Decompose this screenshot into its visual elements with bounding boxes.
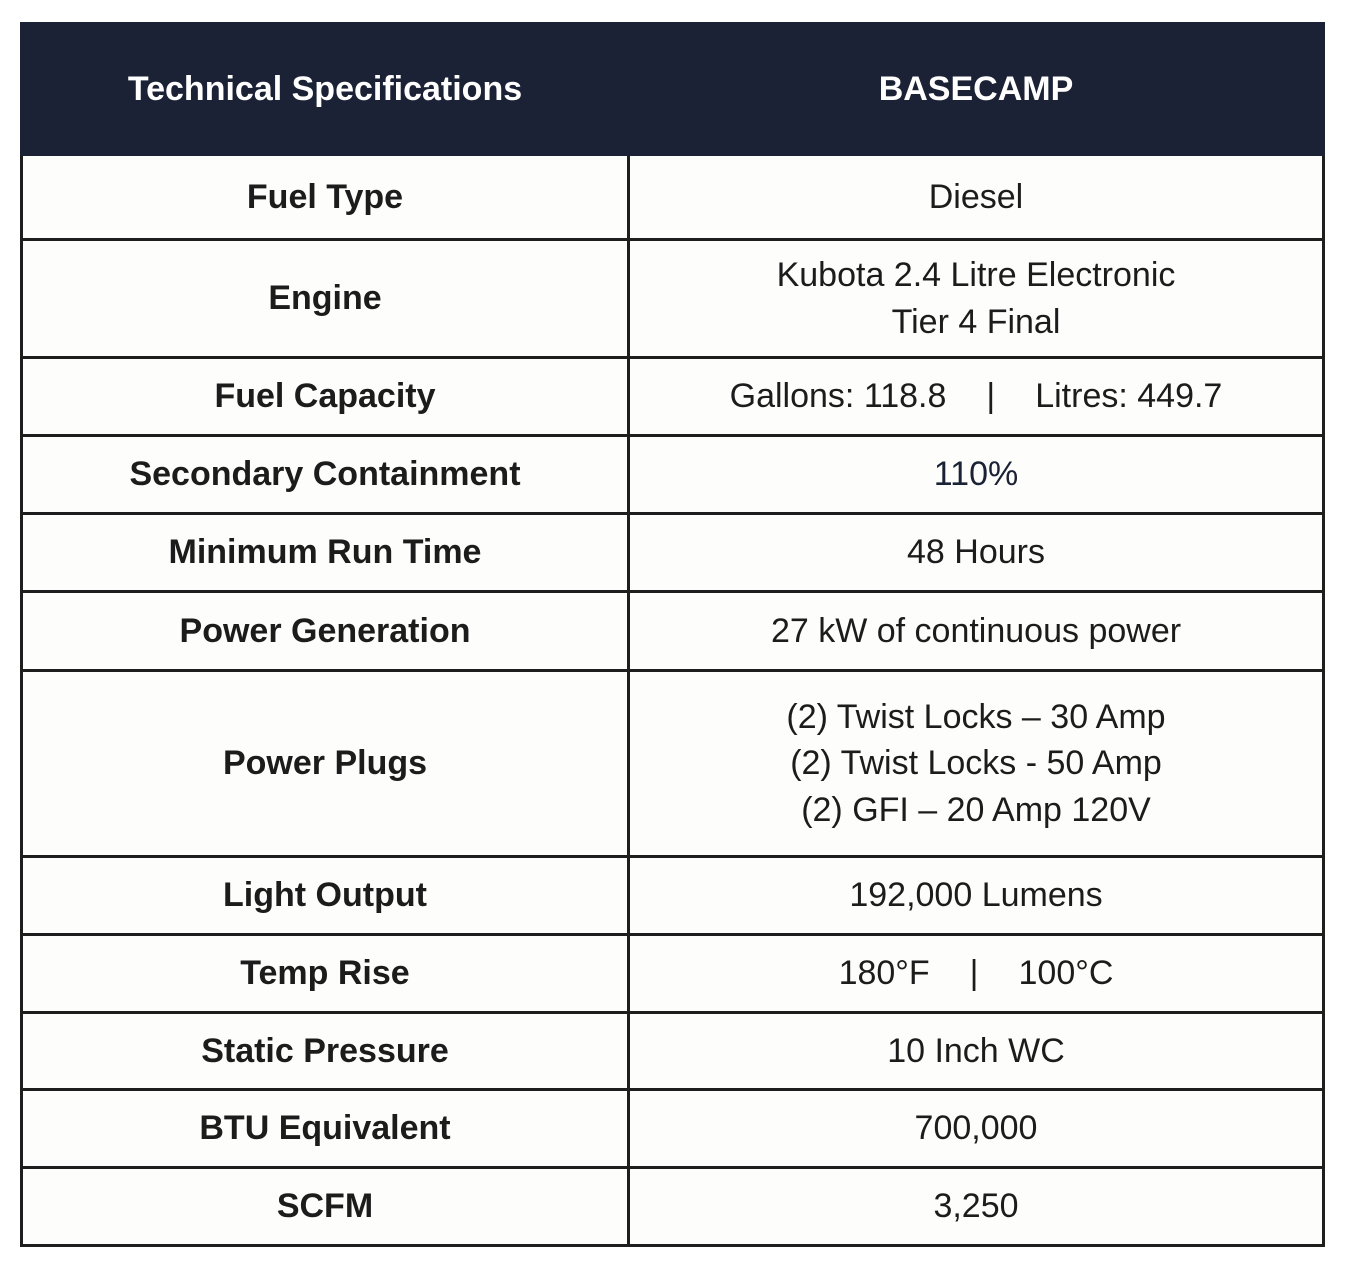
row-value-engine <box>629 240 1324 358</box>
value-line: (2) Twist Locks – 30 Amp <box>786 698 1166 737</box>
value-line: (2) Twist Locks - 50 Amp <box>790 744 1162 783</box>
table-row <box>22 671 1324 857</box>
row-label-scfm: SCFM <box>22 1168 629 1246</box>
value-line: 48 Hours <box>907 533 1045 572</box>
row-value-temp-rise <box>629 935 1324 1013</box>
value-litres: Litres: 449.7 <box>1035 377 1223 416</box>
row-value-static-pressure <box>629 1013 1324 1090</box>
row-label-secondary-containment: Secondary Containment <box>22 436 629 514</box>
row-label-light-output: Light Output <box>22 857 629 935</box>
row-value-fuel-capacity <box>629 358 1324 436</box>
value-celsius: 100°C <box>1018 954 1114 993</box>
value-line: 3,250 <box>933 1187 1019 1226</box>
table-row <box>22 1013 1324 1090</box>
row-label-fuel-capacity: Fuel Capacity <box>22 358 629 436</box>
row-label-temp-rise: Temp Rise <box>22 935 629 1013</box>
row-label-fuel-type: Fuel Type <box>22 155 629 240</box>
row-value-scfm <box>629 1168 1324 1246</box>
value-line: Diesel <box>928 177 1024 216</box>
value-separator: | <box>986 377 996 416</box>
value-line: 110% <box>933 455 1019 494</box>
specifications-table <box>20 22 1325 1247</box>
header-technical-specifications: Technical Specifications <box>22 24 629 155</box>
value-line: Kubota 2.4 Litre Electronic <box>776 256 1176 295</box>
table-row <box>22 436 1324 514</box>
row-value-light-output <box>629 857 1324 935</box>
table-row <box>22 592 1324 671</box>
value-separator: | <box>969 954 979 993</box>
row-label-minimum-run-time: Minimum Run Time <box>22 514 629 592</box>
table-row <box>22 155 1324 240</box>
row-label-btu-equivalent: BTU Equivalent <box>22 1090 629 1168</box>
row-value-fuel-type <box>629 155 1324 240</box>
row-value-minimum-run-time <box>629 514 1324 592</box>
table-row <box>22 514 1324 592</box>
table-row <box>22 240 1324 358</box>
value-line: Tier 4 Final <box>891 302 1061 341</box>
table-row <box>22 1090 1324 1168</box>
header-row <box>22 24 1324 155</box>
row-label-power-plugs: Power Plugs <box>22 671 629 857</box>
row-value-power-generation <box>629 592 1324 671</box>
table-row <box>22 935 1324 1013</box>
row-label-engine: Engine <box>22 240 629 358</box>
table-row <box>22 857 1324 935</box>
table-header <box>22 24 1324 155</box>
table-row <box>22 1168 1324 1246</box>
value-line: 10 Inch WC <box>887 1031 1065 1070</box>
row-label-power-generation: Power Generation <box>22 592 629 671</box>
value-line: 27 kW of continuous power <box>770 611 1182 650</box>
value-line: (2) GFI – 20 Amp 120V <box>801 790 1151 829</box>
row-value-secondary-containment <box>629 436 1324 514</box>
row-value-btu-equivalent <box>629 1090 1324 1168</box>
table-row <box>22 358 1324 436</box>
value-line: 192,000 Lumens <box>849 876 1103 915</box>
value-gallons: Gallons: 118.8 <box>729 377 947 416</box>
row-label-static-pressure: Static Pressure <box>22 1013 629 1090</box>
value-fahrenheit: 180°F <box>838 954 930 993</box>
row-value-power-plugs <box>629 671 1324 857</box>
value-line: 700,000 <box>914 1109 1038 1148</box>
header-product-name: BASECAMP <box>629 24 1324 155</box>
